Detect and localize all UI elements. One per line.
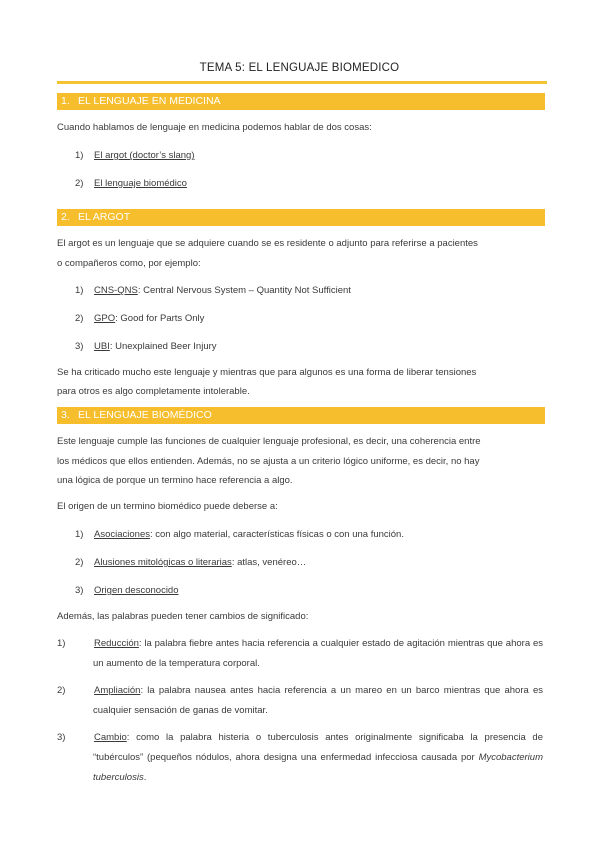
list-number: 1) <box>57 638 66 649</box>
section-heading-1 <box>57 93 545 110</box>
list-term: Alusiones mitológicas o literarias <box>94 557 232 568</box>
section-number: 2. <box>61 211 70 223</box>
list-term: El argot (doctor’s slang) <box>94 150 195 161</box>
list-number: 3) <box>75 341 84 352</box>
list-term: UBI <box>94 341 110 352</box>
list-item <box>75 581 543 601</box>
list-item <box>57 728 543 788</box>
section-label: EL LENGUAJE BIOMÉDICO <box>78 409 212 421</box>
list-term: Reducción <box>94 638 139 649</box>
paragraph-line: una lógica de porque un termino hace referencia a algo. <box>57 475 293 486</box>
list-item <box>75 553 543 573</box>
list-text: : Good for Parts Only <box>115 313 205 324</box>
list-text: : atlas, venéreo… <box>231 557 307 568</box>
list-item <box>75 337 543 357</box>
paragraph-line: para otros es algo completamente intolerable. <box>57 386 250 397</box>
list-italic-text: Mycobacterium tuberculosis <box>93 752 543 783</box>
list-item <box>75 309 543 329</box>
list-term: GPO <box>94 313 116 324</box>
section-label: EL LENGUAJE EN MEDICINA <box>78 95 221 107</box>
paragraph: Cuando hablamos de lenguaje en medicina podemos hablar de dos cosas: <box>57 122 372 133</box>
list-text: : Central Nervous System – Quantity Not Sufficient <box>137 285 351 296</box>
list-item <box>57 634 543 674</box>
list-number: 1) <box>75 529 84 540</box>
section-heading-3 <box>57 407 545 424</box>
list-text: : con algo material, características físicas o con una función. <box>149 529 404 540</box>
list-item <box>75 146 543 166</box>
list-text: : la palabra nausea antes hacia referencia a un mareo en un barco mientras que ahora es cualquier sensación de ganas de vomitar. <box>93 685 543 716</box>
paragraph: Además, las palabras pueden tener cambios de significado: <box>57 611 309 622</box>
list-number: 2) <box>75 557 84 568</box>
paragraph: El origen de un termino biomédico puede deberse a: <box>57 501 278 512</box>
list-item <box>75 281 543 301</box>
list-number: 1) <box>75 285 84 296</box>
list-term: Cambio <box>94 732 127 743</box>
list-number: 3) <box>75 585 84 596</box>
section-label: EL ARGOT <box>78 211 131 223</box>
section-heading-2 <box>57 209 545 226</box>
list-text: : Unexplained Beer Injury <box>109 341 217 352</box>
list-number: 3) <box>57 732 66 743</box>
paragraph-line: El argot es un lenguaje que se adquiere cuando se es residente o adjunto para referirse a pacientes <box>57 238 478 249</box>
list-item <box>75 174 543 194</box>
list-item <box>57 681 543 721</box>
list-term: El lenguaje biomédico <box>94 178 187 189</box>
section-number: 3. <box>61 409 70 421</box>
paragraph-line: o compañeros como, por ejemplo: <box>57 258 201 269</box>
list-term: CNS-QNS <box>94 285 138 296</box>
paragraph-line: los médicos que ellos entienden. Además, no se ajusta a un criterio lógico uniforme, es decir, no hay <box>57 456 480 467</box>
list-text: : como la palabra histeria o tuberculosis antes originalmente significaba la presencia de “tubérculos” (pequeños nódulos, ahora designa una enfermedad infecciosa causada por <box>93 732 543 763</box>
list-number: 2) <box>75 313 84 324</box>
title-underline <box>57 81 547 84</box>
section-number: 1. <box>61 95 70 107</box>
list-term: Ampliación <box>94 685 141 696</box>
paragraph-line: Se ha criticado mucho este lenguaje y mientras que para algunos es una forma de liberar tensiones <box>57 367 477 378</box>
page-title: TEMA 5: EL LENGUAJE BIOMEDICO <box>199 62 400 74</box>
list-text-end: . <box>143 772 147 783</box>
list-term: Origen desconocido <box>94 585 179 596</box>
list-text: : la palabra fiebre antes hacia referencia a cualquier estado de agitación mientras que ahora es un aumento de la temperatura corporal. <box>93 638 543 669</box>
paragraph-line: Este lenguaje cumple las funciones de cualquier lenguaje profesional, es decir, una coherencia entre <box>57 436 481 447</box>
list-item <box>75 525 543 545</box>
list-number: 2) <box>57 685 66 696</box>
list-term: Asociaciones <box>94 529 150 540</box>
list-number: 1) <box>75 150 84 161</box>
list-number: 2) <box>75 178 84 189</box>
